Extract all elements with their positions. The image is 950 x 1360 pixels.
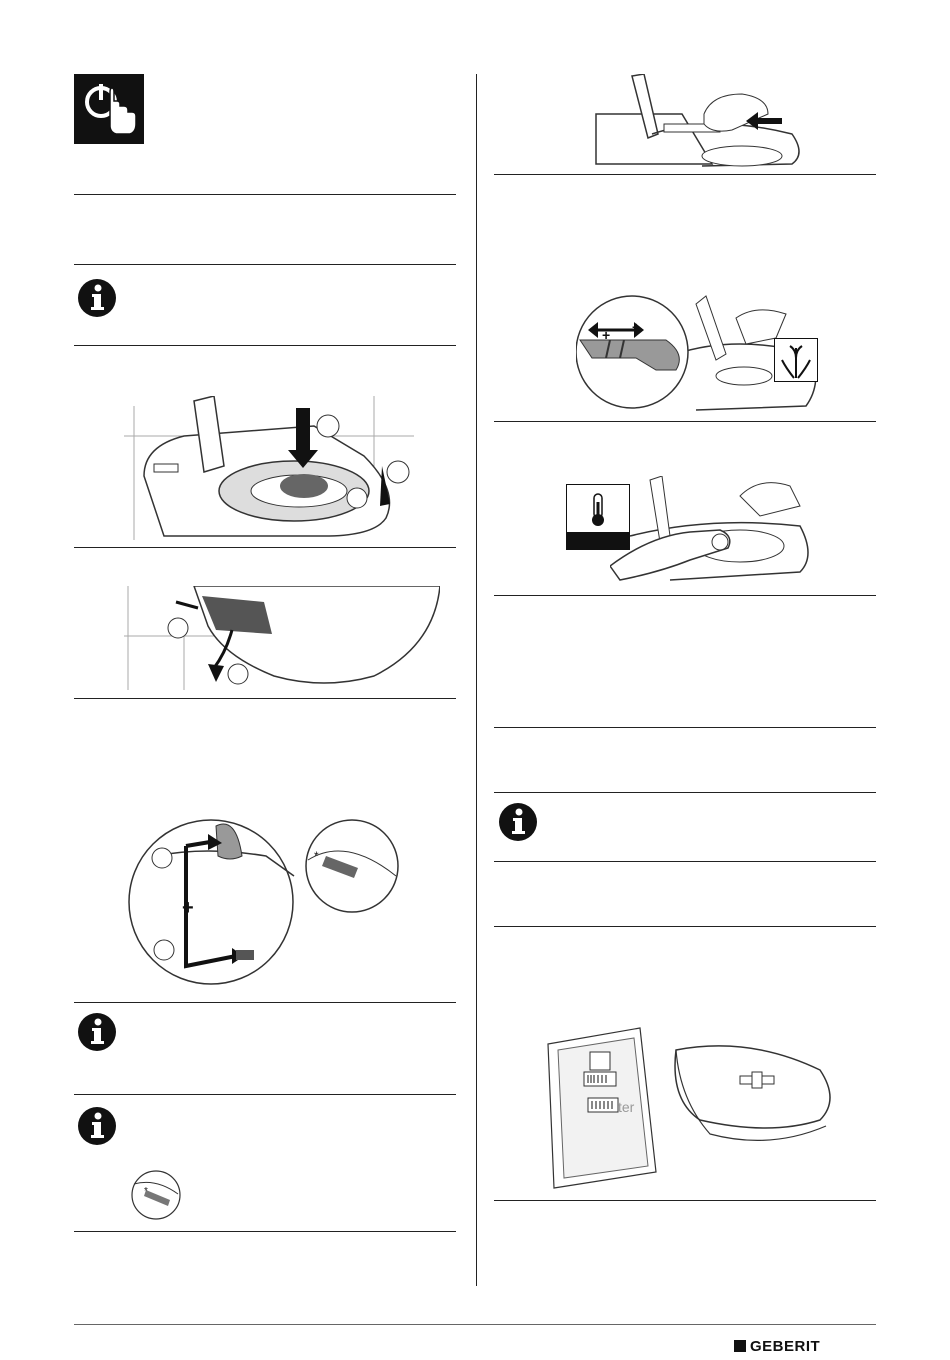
divider	[74, 547, 456, 548]
divider	[74, 194, 456, 195]
divider	[494, 595, 876, 596]
brand-logo	[734, 1338, 820, 1354]
info-icon	[77, 1012, 117, 1052]
plus-marker: +	[182, 897, 194, 919]
divider	[494, 421, 876, 422]
brand-name: GEBERIT	[750, 1337, 821, 1355]
column-divider	[476, 74, 477, 1286]
svg-text:*: *	[144, 1186, 148, 1197]
divider	[494, 727, 876, 728]
divider	[74, 1002, 456, 1003]
svg-text:*: *	[314, 849, 319, 863]
divider	[74, 264, 456, 265]
divider	[494, 792, 876, 793]
divider	[494, 926, 876, 927]
spray-arm-illustration	[592, 74, 810, 170]
power-touch-icon	[74, 74, 144, 144]
divider	[74, 345, 456, 346]
spray-icon	[774, 338, 818, 382]
info-icon	[77, 278, 117, 318]
divider	[74, 1094, 456, 1095]
divider	[494, 174, 876, 175]
divider	[74, 698, 456, 699]
footer-divider	[74, 1324, 876, 1325]
cover-removal-illustration	[124, 586, 440, 690]
info-icon	[77, 1106, 117, 1146]
filter-package-illustration	[544, 1026, 660, 1190]
divider	[494, 861, 876, 862]
seat-insert-illustration	[124, 396, 414, 540]
seat-temperature-illustration	[610, 476, 816, 584]
lid-sticker-illustration	[670, 1040, 834, 1152]
info-icon	[498, 802, 538, 842]
package-seal-text: ter	[618, 1099, 635, 1115]
svg-text:+: +	[602, 327, 611, 343]
filter-detail-illustration	[126, 816, 402, 990]
divider	[494, 1200, 876, 1201]
brand-logo-square	[734, 1340, 746, 1352]
indicator-light-illustration	[130, 1170, 182, 1220]
divider	[74, 1231, 456, 1232]
svg-text:+: +	[632, 319, 641, 335]
